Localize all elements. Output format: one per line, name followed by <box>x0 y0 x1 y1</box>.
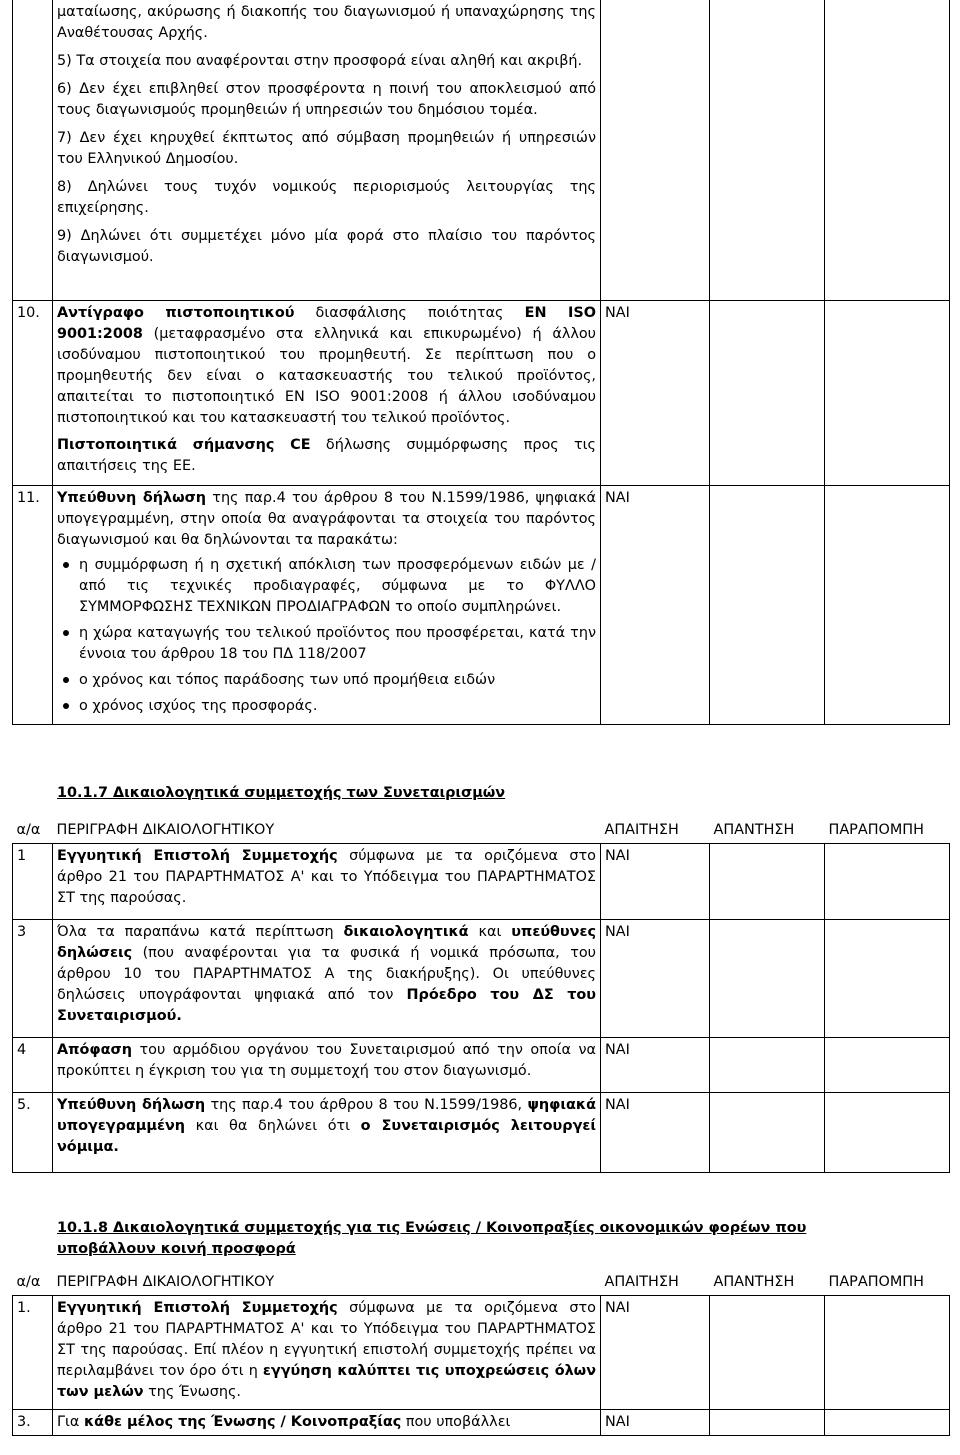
requirement-cell: ΝΑΙ <box>601 844 710 920</box>
reference-cell <box>825 844 950 920</box>
requirement-cell: ΝΑΙ <box>601 1038 710 1093</box>
answer-cell <box>710 1093 825 1173</box>
column-header-description: ΠΕΡΙΓΡΑΦΗ ΔΙΚΑΙΟΛΟΓΗΤΙΚΟΥ <box>53 818 601 844</box>
column-header-answer: ΑΠΑΝΤΗΣΗ <box>710 1270 825 1296</box>
table-header-row <box>13 1270 950 1296</box>
table-row <box>13 301 950 486</box>
section-title-text: 10.1.7 Δικαιολογητικά συμμετοχής των Συνεταιρισμών <box>57 785 506 801</box>
row-description <box>53 301 601 486</box>
bold-text: Πιστοποιητικά σήμανσης CE <box>57 437 311 453</box>
cooperatives-documents-table <box>12 818 950 1173</box>
list-item: 8) Δηλώνει τους τυχόν νομικούς περιορισμούς λειτουργίας της επιχείρησης. <box>57 179 596 216</box>
table-row <box>13 844 950 920</box>
bold-text: Αντίγραφο πιστοποιητικού <box>57 305 295 321</box>
bold-text: Εγγυητική Επιστολή Συμμετοχής <box>57 848 338 864</box>
row-description <box>53 920 601 1038</box>
table-row <box>13 1410 950 1436</box>
list-item: ο χρόνος και τόπος παράδοσης των υπό προμήθεια ειδών <box>79 670 596 691</box>
text: της παρ.4 του άρθρου 8 του Ν.1599/1986, <box>205 1097 528 1113</box>
text: (που αναφέρονται για τα φυσικά ή νομικά πρόσωπα, του άρθρου 10 του ΠΑΡΑΡΤΗΜΑΤΟΣ Α της διακήρυξης). Οι υπεύθυνες δηλώσεις υπογράφονται ψηφιακά από τον <box>57 945 596 1003</box>
table-row <box>13 1038 950 1093</box>
bold-text: ο Συνεταιρισμός λειτουργεί νόμιμα. <box>57 1118 596 1155</box>
reference-cell <box>825 1410 950 1436</box>
answer-cell <box>710 1038 825 1093</box>
reference-cell <box>825 1038 950 1093</box>
column-header-number: α/α <box>13 1270 53 1296</box>
bold-text: Υπεύθυνη δήλωση <box>57 490 207 506</box>
requirement-cell: ΝΑΙ <box>601 1093 710 1173</box>
requirement-cell: ΝΑΙ <box>601 301 710 486</box>
requirements-table-continued <box>12 0 950 725</box>
row-description <box>53 1410 601 1436</box>
row-number: 3 <box>13 920 53 1038</box>
column-header-number: α/α <box>13 818 53 844</box>
bullet-list <box>57 555 596 717</box>
table-row <box>13 920 950 1038</box>
bold-text: εγγύηση καλύπτει τις υποχρεώσεις όλων των μελών <box>57 1363 596 1400</box>
column-header-reference: ΠΑΡΑΠΟΜΠΗ <box>825 818 950 844</box>
list-item: 9) Δηλώνει ότι συμμετέχει μόνο μία φορά στο πλαίσιο του παρόντος διαγωνισμού. <box>57 228 596 265</box>
text: και θα δηλώνει ότι <box>185 1118 361 1134</box>
text: σύμφωνα με τα οριζόμενα στο άρθρο 21 του ΠΑΡΑΡΤΗΜΑΤΟΣ Α' και το Υπόδειγμα του ΠΑΡΑΡΤΗΜΑΤΟΣ ΣΤ της παρούσας. <box>57 848 596 906</box>
row-number <box>13 0 53 301</box>
list-item: ματαίωσης, ακύρωσης ή διακοπής του διαγωνισμού ή υπαναχώρησης της Αναθέτουσας Αρχής. <box>57 4 596 41</box>
row-number: 5. <box>13 1093 53 1173</box>
list-item: 6) Δεν έχει επιβληθεί στον προσφέροντα η ποινή του αποκλεισμού από τους διαγωνισμούς προμηθειών ή υπηρεσιών του δημόσιου τομέα. <box>57 81 596 118</box>
row-number: 1 <box>13 844 53 920</box>
reference-cell <box>825 1296 950 1410</box>
column-header-answer: ΑΠΑΝΤΗΣΗ <box>710 818 825 844</box>
table-row <box>13 0 950 301</box>
answer-cell <box>710 1296 825 1410</box>
description-paragraph <box>57 435 596 477</box>
row-number: 3. <box>13 1410 53 1436</box>
text: και <box>468 924 512 940</box>
reference-cell <box>825 0 950 301</box>
bold-text: Εγγυητική Επιστολή Συμμετοχής <box>57 1300 338 1316</box>
text: Όλα τα παραπάνω κατά περίπτωση <box>57 924 344 940</box>
row-description <box>53 1296 601 1410</box>
bold-text: κάθε μέλος της Ένωσης / Κοινοπραξίας <box>83 1414 402 1430</box>
description-paragraph <box>57 488 596 551</box>
section-title-text: 10.1.8 Δικαιολογητικά συμμετοχής για τις Ενώσεις / Κοινοπραξίες οικονομικών φορέων που υποβάλλουν κοινή προσφορά <box>57 1220 807 1257</box>
text: που υποβάλλει <box>401 1414 511 1430</box>
text: της Ένωσης. <box>143 1384 241 1400</box>
text: Για <box>57 1414 84 1430</box>
description-paragraph <box>57 303 596 429</box>
row-description <box>53 844 601 920</box>
answer-cell <box>710 486 825 725</box>
text: του αρμόδιου οργάνου του Συνεταιρισμού από την οποία να προκύπτει η έγκριση του για τη συμμετοχή του στον διαγωνισμό. <box>57 1042 596 1079</box>
reference-cell <box>825 920 950 1038</box>
answer-cell <box>710 0 825 301</box>
row-description <box>53 486 601 725</box>
section-title-10-1-8 <box>57 1218 837 1260</box>
text: σύμφωνα με τα οριζόμενα στο άρθρο 21 του ΠΑΡΑΡΤΗΜΑΤΟΣ Α' και το Υπόδειγμα του ΠΑΡΑΡΤΗΜΑΤΟΣ ΣΤ της παρούσας. Επί πλέον η εγγυητική επιστολή συμμετοχής πρέπει να περιλαμβάνει τον όρο ότι η <box>57 1300 596 1379</box>
requirement-cell: ΝΑΙ <box>601 1410 710 1436</box>
row-description <box>53 1093 601 1173</box>
column-header-requirement: ΑΠΑΙΤΗΣΗ <box>601 1270 710 1296</box>
column-header-reference: ΠΑΡΑΠΟΜΠΗ <box>825 1270 950 1296</box>
list-item: η χώρα καταγωγής του τελικού προϊόντος που προσφέρεται, κατά την έννοια του άρθρου 18 του ΠΔ 118/2007 <box>79 623 596 665</box>
row-number: 11. <box>13 486 53 725</box>
requirement-cell: ΝΑΙ <box>601 1296 710 1410</box>
list-item: η συμμόρφωση ή η σχετική απόκλιση των προσφερόμενων ειδών με /από τις τεχνικές προδιαγραφές, σύμφωνα με το ΦΥΛΛΟ ΣΥΜΜΟΡΦΩΣΗΣ ΤΕΧΝΙΚΩΝ ΠΡΟΔΙΑΓΡΑΦΩΝ το οποίο συμπληρώνει. <box>79 555 596 618</box>
answer-cell <box>710 1410 825 1436</box>
text: της παρ.4 του άρθρου 8 του Ν.1599/1986, ψηφιακά υπογεγραμμένη, στην οποία θα αναγράφονται τα στοιχεία του παρόντος διαγωνισμού και θα δηλώνονται τα παρακάτω: <box>57 490 596 548</box>
requirement-cell <box>601 0 710 301</box>
text: διασφάλισης ποιότητας <box>294 305 525 321</box>
row-description <box>53 0 601 301</box>
column-header-requirement: ΑΠΑΙΤΗΣΗ <box>601 818 710 844</box>
row-number: 1. <box>13 1296 53 1410</box>
bold-text: ψηφιακά υπογεγραμμένη <box>57 1097 596 1134</box>
column-header-description: ΠΕΡΙΓΡΑΦΗ ΔΙΚΑΙΟΛΟΓΗΤΙΚΟΥ <box>53 1270 601 1296</box>
bold-text: EN ISO 9001:2008 <box>57 305 596 342</box>
table-row <box>13 1093 950 1173</box>
reference-cell <box>825 486 950 725</box>
bold-text: Πρόεδρο του ΔΣ του Συνεταιρισμού. <box>57 987 597 1024</box>
requirement-cell: ΝΑΙ <box>601 486 710 725</box>
list-item: ο χρόνος ισχύος της προσφοράς. <box>79 696 596 717</box>
reference-cell <box>825 301 950 486</box>
section-title-10-1-7 <box>57 783 505 804</box>
bold-text: δικαιολογητικά <box>343 924 469 940</box>
answer-cell <box>710 301 825 486</box>
bold-text: Υπεύθυνη δήλωση <box>57 1097 206 1113</box>
text: (μεταφρασμένο στα ελληνικά και επικυρωμένο) ή άλλου ισοδύναμου πιστοποιητικού του προμηθευτή. Σε περίπτωση που ο προμηθευτής δεν είναι ο κατασκευαστής του τελικού προϊόντος, απαιτείται το πιστοποιητικό EN ISO 9001:2008 ή άλλου ισοδύναμου πιστοποιητικού και του κατασκευαστή του τελικού προϊόντος. <box>57 326 596 426</box>
bold-text: υπεύθυνες δηλώσεις <box>57 924 596 961</box>
row-description <box>53 1038 601 1093</box>
reference-cell <box>825 1093 950 1173</box>
answer-cell <box>710 844 825 920</box>
row-number: 4 <box>13 1038 53 1093</box>
list-item: 7) Δεν έχει κηρυχθεί έκπτωτος από σύμβαση προμηθειών ή υπηρεσιών του Ελληνικού Δημοσίου. <box>57 130 596 167</box>
table-row <box>13 1296 950 1410</box>
consortia-documents-table <box>12 1270 950 1436</box>
requirement-cell: ΝΑΙ <box>601 920 710 1038</box>
table-row <box>13 486 950 725</box>
table-header-row <box>13 818 950 844</box>
text: δήλωσης συμμόρφωσης προς τις απαιτήσεις της ΕΕ. <box>57 437 597 474</box>
answer-cell <box>710 920 825 1038</box>
list-item: 5) Τα στοιχεία που αναφέρονται στην προσφορά είναι αληθή και ακριβή. <box>57 53 583 69</box>
bold-text: Απόφαση <box>57 1042 133 1058</box>
row-number: 10. <box>13 301 53 486</box>
